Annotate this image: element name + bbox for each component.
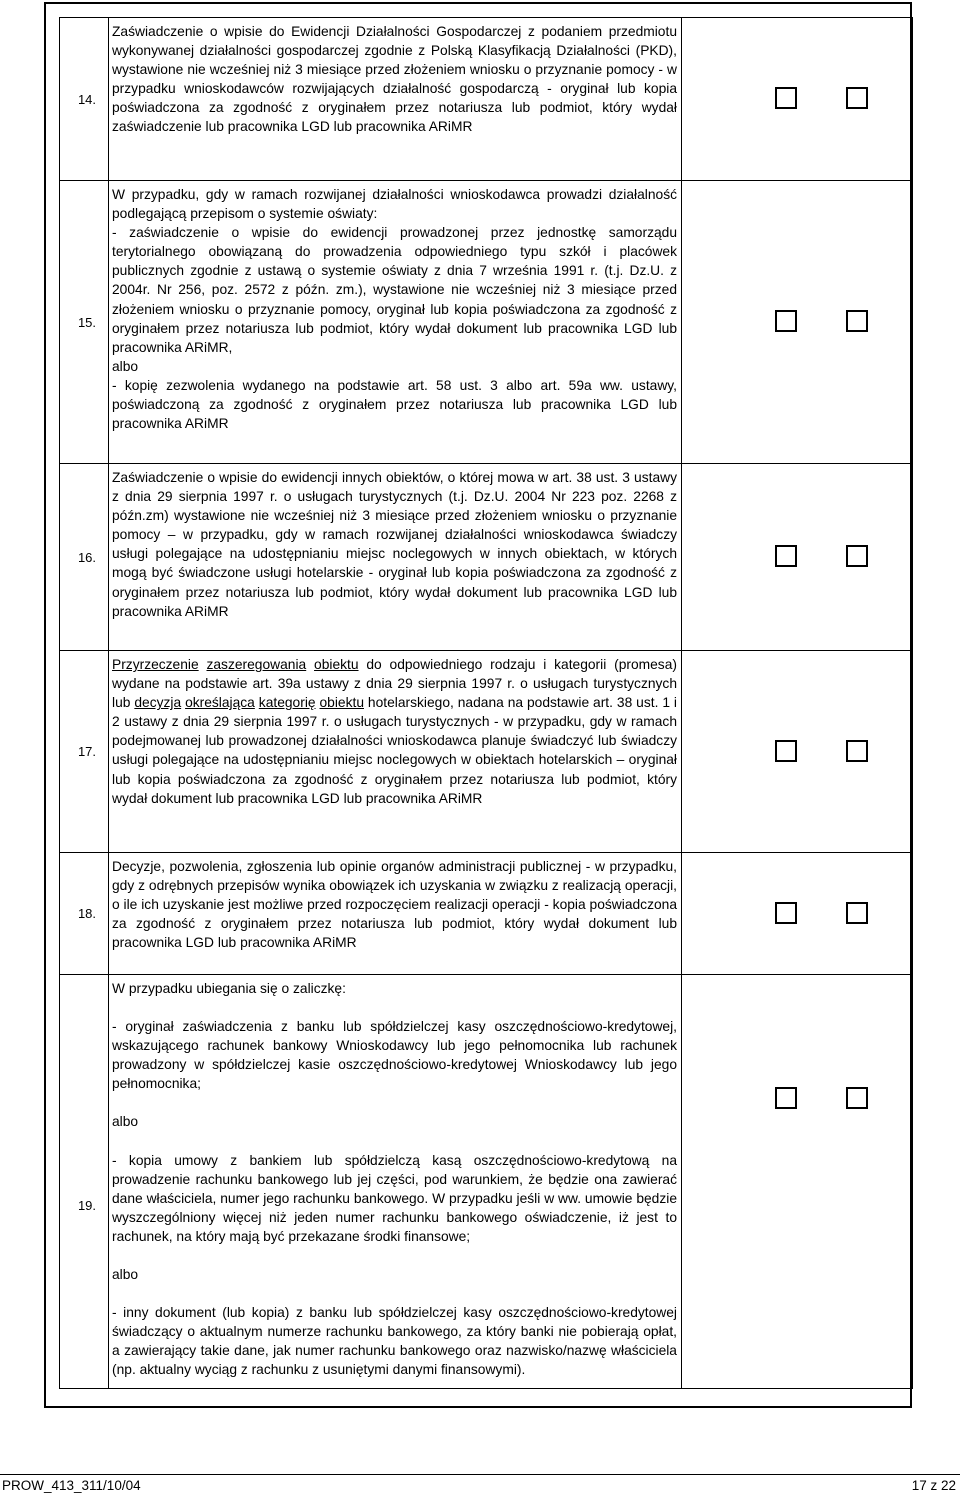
page-number: 17 z 22 — [911, 1478, 956, 1493]
row-description: Przyrzeczenie zaszeregowania obiektu do odpowiedniego rodzaju i kategorii (promesa) wydane na podstawie art. 39a ustawy z dnia 29 sierpnia 1997 r. o usługach turystycznych lub decyzja określająca kategorię obiektu hotelarskiego, nadana na podstawie art. 38 ust. 1 i 2 ustawy z dnia 29 sierpnia 1997 r. o usługach turystycznych - w przypadku, gdy w ramach podejmowanej lub prowadzonej działalności wnioskodawca planuje świadczyć lub świadczy usługi polegające na udostępnianiu miejsc noclegowych w obiektach hotelarskich – oryginał lub kopia poświadczona za zgodność z oryginałem przez notariusza lub podmiot, który wydał dokument lub pracownika LGD lub pracownika ARiMR — [109, 651, 682, 853]
checkbox-cell — [682, 464, 913, 651]
row-number: 19. — [60, 975, 109, 1389]
row-number: 14. — [60, 18, 109, 181]
table-row — [60, 975, 913, 1389]
checkbox-tak[interactable] — [775, 902, 797, 924]
row-description: W przypadku ubiegania się o zaliczkę: - oryginał zaświadczenia z banku lub spółdzielczej kasy oszczędnościowo-kredytowej, wskazującego rachunek bankowy Wnioskodawcy lub jego pełnomocnika lub rachunek prowadzony w spółdzielczej kasie oszczędnościowo-kredytowej Wnioskodawcy lub jego pełnomocnika; albo - kopia umowy z bankiem lub spółdzielczą kasą oszczędnościowo-kredytową na prowadzenie rachunku bankowego lub jej części, pod warunkiem, że będzie ona zawierać dane właściciela, numer jego rachunku bankowego. W przypadku jeśli w ww. umowie będzie wyszczególniony więcej niż jeden numer rachunku bankowego oświadczenie, iż jest to rachunek, na który mają być przekazane środki finansowe; albo - inny dokument (lub kopia) z banku lub spółdzielczej kasy oszczędnościowo-kredytowej świadczący o aktualnym numerze rachunku bankowego, za który banki nie pobierają opłat, a zawierający takie dane, jak numer rachunku bankowego oraz nazwisko/nazwę właściciela (np. aktualny wyciąg z rachunku z usuniętymi danymi finansowymi). — [109, 975, 682, 1389]
footer-divider — [0, 1474, 960, 1475]
checkbox-nd[interactable] — [846, 902, 868, 924]
checkbox-cell — [682, 975, 913, 1389]
document-code: PROW_413_311/10/04 — [2, 1478, 141, 1493]
document-checklist-table — [59, 17, 913, 1389]
checkbox-tak[interactable] — [775, 1087, 797, 1109]
checkbox-tak[interactable] — [775, 310, 797, 332]
checkbox-nd[interactable] — [846, 740, 868, 762]
table-row — [60, 853, 913, 975]
checkbox-tak[interactable] — [775, 87, 797, 109]
checkbox-nd[interactable] — [846, 87, 868, 109]
checkbox-nd[interactable] — [846, 545, 868, 567]
row-number: 18. — [60, 853, 109, 975]
row-description: Zaświadczenie o wpisie do ewidencji innych obiektów, o której mowa w art. 38 ust. 3 ustawy z dnia 29 sierpnia 1997 r. o usługach turystycznych (t.j. Dz.U. 2004 Nr 223 poz. 2268 z późn.zm) wystawione nie wcześniej niż 3 miesiące przed złożeniem wniosku o przyznanie pomocy – w przypadku, gdy w ramach rozwijanej działalności wnioskodawca świadczy usługi polegające na udostępnianiu miejsc noclegowych w innych obiektach, w których mogą być świadczone usługi hotelarskie - oryginał lub kopia poświadczona za zgodność z oryginałem przez notariusza lub podmiot, który wydał dokument lub pracownika LGD lub pracownika ARiMR — [109, 464, 682, 651]
table-row — [60, 18, 913, 181]
row-number: 16. — [60, 464, 109, 651]
row-description: Zaświadczenie o wpisie do Ewidencji Działalności Gospodarczej z podaniem przedmiotu wykonywanej działalności gospodarczej zgodnie z Polską Klasyfikacją Działalności (PKD), wystawione nie wcześniej niż 3 miesiące przed złożeniem wniosku o przyznanie pomocy - w przypadku wnioskodawców rozwijających działalność gospodarczą - oryginał lub kopia poświadczona za zgodność z oryginałem przez notariusza lub podmiot, który wydał zaświadczenie lub pracownika LGD lub pracownika ARiMR — [109, 18, 682, 181]
row-number: 17. — [60, 651, 109, 853]
checkbox-cell — [682, 853, 913, 975]
checkbox-tak[interactable] — [775, 740, 797, 762]
checkbox-nd[interactable] — [846, 310, 868, 332]
row-description: Decyzje, pozwolenia, zgłoszenia lub opinie organów administracji publicznej - w przypadku, gdy z odrębnych przepisów wynika obowiązek ich uzyskania w związku z realizacją operacji, o ile ich uzyskanie jest możliwe przed rozpoczęciem realizacji operacji - kopia poświadczona za zgodność z oryginałem przez notariusza lub podmiot, który wydał dokument lub pracownika LGD lub pracownika ARiMR — [109, 853, 682, 975]
table-row — [60, 464, 913, 651]
checkbox-nd[interactable] — [846, 1087, 868, 1109]
row-number: 15. — [60, 181, 109, 464]
checkbox-cell — [682, 181, 913, 464]
checkbox-tak[interactable] — [775, 545, 797, 567]
row-description: W przypadku, gdy w ramach rozwijanej działalności wnioskodawca prowadzi działalność podlegającą przepisom o systemie oświaty: - zaświadczenie o wpisie do ewidencji prowadzonej przez jednostkę samorządu terytorialnego obowiązaną do prowadzenia odpowiedniego typu szkół i placówek publicznych zgodnie z ustawą o systemie oświaty z dnia 7 września 1991 r. (t.j. Dz.U. z 2004r. Nr 256, poz. 2572 z późn. zm.), wystawione nie wcześniej niż 3 miesiące przed złożeniem wniosku o przyznanie pomocy, oryginał lub kopia poświadczona za zgodność z oryginałem przez notariusza lub podmiot, który wydał dokument lub pracownika LGD lub pracownika ARiMR, albo - kopię zezwolenia wydanego na podstawie art. 58 ust. 3 albo art. 59a ww. ustawy, poświadczoną za zgodność z oryginałem przez notariusza lub pracownika LGD lub pracownika ARiMR — [109, 181, 682, 464]
table-row — [60, 651, 913, 853]
checkbox-cell — [682, 651, 913, 853]
checkbox-cell — [682, 18, 913, 181]
table-row — [60, 181, 913, 464]
